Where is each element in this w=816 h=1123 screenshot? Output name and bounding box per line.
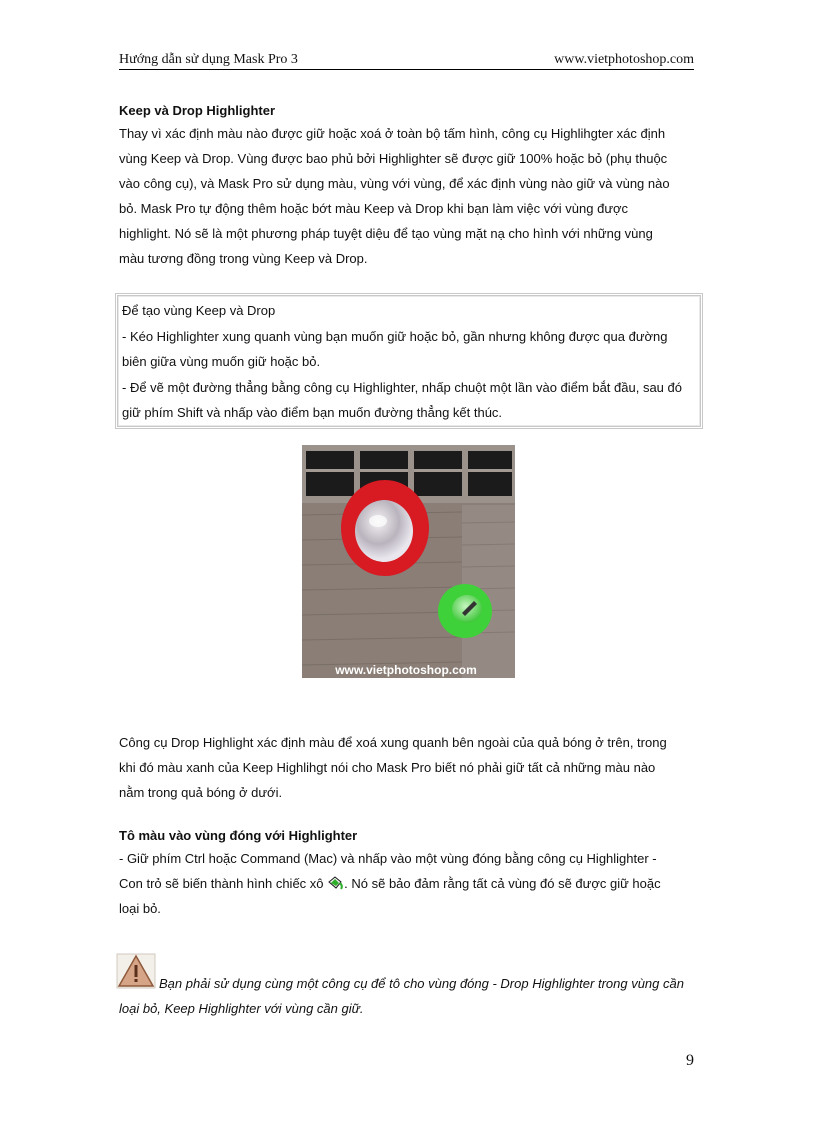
paragraph-line: loại bỏ. (119, 901, 161, 916)
paragraph-line: màu tương đồng trong vùng Keep và Drop. (119, 251, 368, 266)
paragraph-line: bỏ. Mask Pro tự động thêm hoặc bớt màu Keep và Drop khi bạn làm việc với vùng được (119, 201, 629, 216)
section-paragraph-keep-drop (119, 121, 699, 271)
caption-line: khi đó màu xanh của Keep Highlihgt nói cho Mask Pro biết nó phải giữ tất cả những màu nào (119, 760, 656, 775)
page-number: 9 (686, 1052, 694, 1069)
paragraph-line: vùng Keep và Drop. Vùng được bao phủ bởi Highlighter sẽ được giữ 100% hoặc bỏ (phụ thuộc (119, 151, 668, 166)
section-paragraph-closed-area (119, 846, 699, 921)
paragraph-text: Con trỏ sẽ biến thành hình chiếc xô (119, 876, 324, 891)
tip-line: giữ phím Shift và nhấp vào điểm bạn muốn đường thẳng kết thúc. (122, 405, 503, 420)
tip-box (115, 293, 703, 429)
header-website: www.vietphotoshop.com (554, 52, 694, 67)
paragraph-line (119, 871, 699, 896)
caption-line: nằm trong quả bóng ở dưới. (119, 785, 283, 800)
tip-line: biên giữa vùng muốn giữ hoặc bỏ. (122, 354, 321, 369)
section-title-closed-area: Tô màu vào vùng đóng với Highlighter (119, 828, 358, 843)
warning-line-2: loại bỏ, Keep Highlighter với vùng cần giữ. (119, 1001, 364, 1016)
tip-line: - Để vẽ một đường thẳng bằng công cụ Highlighter, nhấp chuột một lần vào điểm bắt đầu, sau đó (122, 379, 682, 395)
caption-line: Công cụ Drop Highlight xác định màu để xoá xung quanh bên ngoài của quả bóng ở trên, trong (119, 735, 667, 750)
warning-line-1: Bạn phải sử dụng cùng một công cụ để tô cho vùng đóng - Drop Highlighter trong vùng cần (159, 976, 684, 991)
bucket-icon (327, 874, 344, 890)
tip-line: Để tạo vùng Keep và Drop (122, 303, 276, 318)
bubble-photo (302, 445, 515, 678)
section-title-keep-drop: Keep và Drop Highlighter (119, 103, 276, 118)
page-header (119, 52, 694, 70)
highlighter-example-image (302, 445, 515, 678)
tip-line: - Kéo Highlighter xung quanh vùng bạn muốn giữ hoặc bỏ, gần nhưng không được qua đường (122, 328, 668, 344)
warning-icon (116, 953, 156, 989)
paragraph-line: vào công cụ), và Mask Pro sử dụng màu, vùng với vùng, để xác định vùng nào giữ và vùng nào (119, 176, 670, 191)
paragraph-line: - Giữ phím Ctrl hoặc Command (Mac) và nhấp vào một vùng đóng bằng công cụ Highlighter - (119, 851, 657, 866)
paragraph-line: highlight. Nó sẽ là một phương pháp tuyệt diệu để tạo vùng mặt nạ cho hình với những vùng (119, 226, 653, 241)
figure-caption (119, 730, 699, 805)
tip-box-text (122, 298, 692, 426)
image-watermark: www.vietphotoshop.com (335, 663, 477, 677)
paragraph-line: Thay vì xác định màu nào được giữ hoặc xoá ở toàn bộ tấm hình, công cụ Highlihgter xác định (119, 126, 666, 141)
paragraph-text: . Nó sẽ bảo đảm rằng tất cả vùng đó sẽ được giữ hoặc (344, 876, 661, 891)
upper-bubble (355, 500, 413, 562)
header-title: Hướng dẫn sử dụng Mask Pro 3 (119, 52, 298, 67)
